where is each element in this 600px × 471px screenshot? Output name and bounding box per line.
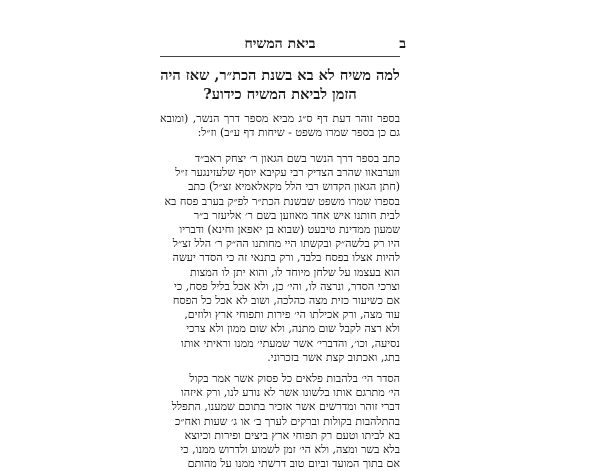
body-paragraph-2 <box>160 372 400 471</box>
text-line: עוד מצה, ורק אכילתו הי׳ פירות ותפוחי ארץ ולוזים, <box>184 308 400 322</box>
text-line: כתב בספר דרך הנשר בשם הגאון ר׳ יצחק ראב״ד <box>194 152 400 165</box>
section-heading <box>160 66 400 104</box>
text-line: דברי זוהר ומדרשים אשר אזכיר בתוכם שמענו, התפלל <box>171 400 400 414</box>
text-line: הי׳ מתרגם אותו בלשונו אשר לא נודע לנו, ורק איזהו <box>180 386 400 400</box>
text-line: (חתן הגאון הקדוש רבי הלל מקאלאמיא זצ״ל) כתב <box>188 180 400 194</box>
text-line: אם בתוך המועד וביום טוב דרשתי ממנו על מהותם <box>187 457 400 471</box>
page-number: ב <box>399 36 406 52</box>
text-line: ווערבאוו שהרב הצדיק רבי עקיבא יוסף שלעזינגער ז״ל <box>175 166 400 180</box>
text-line: בתג, ואכתוב קצת אשר בזכרוני. <box>267 350 400 364</box>
text-line: לבית חותנו איש אחד מאוזען בשם ר׳ אליעזר ב״ר <box>193 208 400 222</box>
text-line: הסדר הי׳ בלהבות פלאים כל פסוק אשר אמר בקול <box>189 372 400 385</box>
text-line: להיות אצלו בפסח בלבד, ורק בתנאי זה כי הסדר יעשה <box>172 251 400 265</box>
text-line: בהתלהבות בקולות וברקים לערך ב׳ או ג׳ שעות ואח״כ <box>174 414 400 428</box>
text-line: אם כשיעור כזית מצה כהלכה, ושוב לא אכל כל הפסח <box>172 294 400 308</box>
text-line: היו רק בלשה״ק ובקשתו היי מחותנו הה״ק ר׳ הלל זצ״ל <box>172 237 400 251</box>
running-header <box>160 36 406 57</box>
text-line: בספרו שמרו משפט שבשנת הכת״ר לפ״ק בערב פסח בא <box>164 194 400 208</box>
heading-line-1: למה משיח לא בא בשנת הכת״ר, שאז היה <box>160 67 400 84</box>
text-line: הוא בעצמו על שלחן מיוחד לו, והוא יתן לו המצות <box>190 265 400 279</box>
text-line: בא לביתו וטעם רק תפוחי ארץ ביצים ופירות וכיוצא <box>184 428 400 442</box>
text-line: נסיעה, וכו׳, והדברי׳ אשר שמעתי׳ ממנו וראיתי אותו <box>181 336 400 350</box>
running-title: ביאת המשיח <box>244 36 316 52</box>
text-line: בלא בשר ומצה, ולא הי׳ זמן לשמוע ולדרוש ממנו, כי <box>180 443 400 457</box>
text-line: ולא רצה לקבל שום מתנה, ולא שום ממון ולא צרכי <box>186 322 400 336</box>
text-line: וצרכי הסדר, ונרצה לו, והי׳ כן, ולא אכל בליל פסח, כי <box>173 279 400 293</box>
heading-line-2: הזמן לביאת המשיח כידוע? <box>203 86 357 103</box>
intro-paragraph: בספר זוהר דעת דף ס״ג מביא מספר דרך הנשר, (ומובא גם כן בספר שמרו משפט - שיחות דף ע״ב) וז״ל: <box>160 112 400 139</box>
text-line: שמעון ממדינת טיבעט (שבוא בן יאפאן וחינא) ודבריו <box>179 223 400 237</box>
body-paragraph-1 <box>160 152 400 365</box>
